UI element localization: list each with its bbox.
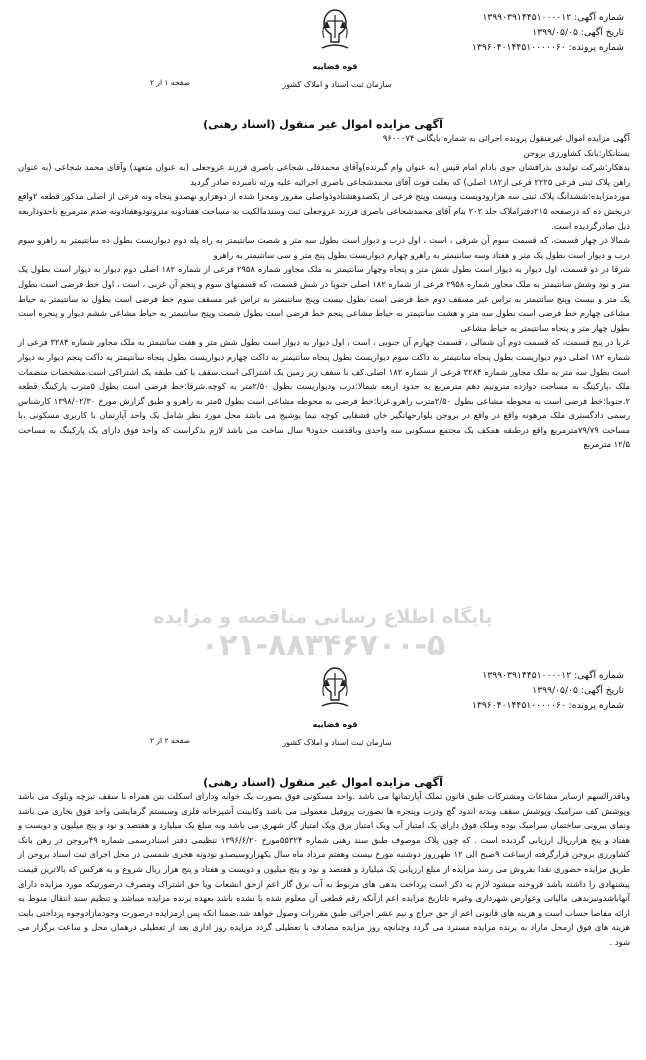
file-number: شماره پرونده: ۱۳۹۶۰۴۰۱۴۴۵۱۰۰۰۰۰۶۰ [471,42,624,53]
organization-name: قوه قضاییه [312,720,358,729]
notice-body [0,789,646,950]
notice-page-2 [0,658,646,950]
paragraph-east-south: شرقا در دو قسمت، اول دیوار به دیوار است بطول شش متر و پنجاه وچهار سانتیمتر به ملک مجاور شماره ۲۹۵۸ فرعی از شماره ۱۸۲ اصلی دوم دیوار به دیوار است بطول یک متر و نود وشش سانتیمتر به ملک مجاور شماره ۲۹۵۸ فرعی از شماره ۱۸۲ اصلی جنوبا در شش قسمت، که قسمتهای سوم و پنجم آن غربی ، است ، اول خط فرضی است بطول یک متر و بیست وپنج سانتیمتر به تراس غیر مسقف دوم خط فرضی است بطول بیست وپنج سانتیمتر به تراس غیر مسقف سوم خط فرضی است بطول نه سانتیمتر به حیاط مشاعی چهارم خط فرضی است بطول سه متر و هشت سانتیمتر به حیاط مشاعی پنجم خط فرضی است بطول شصت وپنج سانتیمتر به حیاط مشاعی ششم دیوار و پنجره است بطول چهار متر و پنجاه سانتیمتر به حیاط مشاعی [18,264,630,333]
paragraph-file: آگهی مزایده اموال غیرمنقول پرونده اجرائی به شماره بایگانی ۹۶۰۰۰۷۴ [382,133,630,143]
organization-subtitle: سازمان ثبت اسناد و املاک کشور [282,738,392,747]
judiciary-emblem-icon [318,666,352,710]
notice-number: شماره آگهی: ۱۳۹۹۰۳۹۱۴۴۵۱۰۰۰۰۱۲ [482,12,624,23]
notice-title: آگهی مزایده اموال غیر منقول (اسناد رهنی) [203,118,443,131]
notice-page-1 [0,0,646,452]
notice-meta [472,10,624,55]
paragraph-debtor: بدهکار:شرکت تولیدی بذرافشان جوی بادام امام قیس (به عنوان وام گیرنده)وآقای محمدقلی شجاعی باصری فرزند عروجعلی (به عنوان متعهد) وآقای محمد شجاعی (به عنوان راهن پلاک ثبتی فرعی ۲۲۲۵ فرعی از۱۸۲ اصلی) که بعلت فوت آقای محمدشجاعی باصری اجرائیه علیه ورثه نامبرده صادر گردید [18,162,630,187]
page-number: صفحه ۲ از ۲ [150,736,190,745]
notice-number: شماره آگهی: ۱۳۹۹۰۳۹۱۴۴۵۱۰۰۰۰۱۲ [482,670,624,681]
paragraph-continuation: وباقدرالسهم ازسایر مشاعات ومشترکات طبق قانون تملک آپارتمانها می باشد .واحد مسکونی فوق بصورت یک خوابه ودارای اسکلت بتن همراه با سقف تیرچه وبلوک می باشد وپوشش کف سرامیک وپوشش سقف وبدنه اندود گچ ودرب وپنجره ها بصورت پروفیل معمولی می باشد وکابینت آشپزخانه فلزی وسیستم گرمایشی واحد فوق بخاری می باشد ونمای بیرونی ساختمان سرامیک بوده وملک فوق دارای یک امتیاز آب ویک امتیاز برق ویک امتیاز گاز شهری می باشد وبه مبلغ یک میلیارد و هفتصد و نود و پنج میلیون و دویست و هفتاد و پنج هزارریال ارزیابی گردیده است . که چون پلاک موصوف طبق سند رهنی شماره ۵۵۳۲۴مورخ ۱۳۹۶/۶/۲۰ تنظیمی دفتر اسنادرسمی شماره ۴۹بروجن در رهن بانک کشاورزی بروجن قرارگرفته ازساعت ۹صبح الی ۱۲ ظهرروز دوشنبه مورخ بیست وهفتم مرداد ماه سال یکهزاروسیصدو نودونه هجری شمسی در محل اجرای ثبت اسناد بروجن از طریق مزایده حضوری نقدا بفروش می رسد مزایده از مبلغ ارزیابی یک میلیارد و هفتصد و نود و پنج میلیون و دویست و هفتاد و پنج هزار ریال شروع و به هرکس که بالاترین قیمت پیشنهادی را داشته باشد فروخته میشود لازم به ذکر است پرداخت بدهی های مربوط به آب برق گاز اعم ازحق انشعاب ویا حق اشتراک ومصرف درصورتیکه مورد مزایده دارای آنهاباشدونیزبدهی مالیاتی وعوارض شهرداری وغیره تاتاریخ مزایده اعم ازآنکه رقم قطعی آن معلوم شده یا نشده باشد بعهده برنده مزایده میباشد و تنظیم سند انتقال منوط به ارائه مفاصا حساب است و هزینه های قانونی اعم از حق حراج و نیم عشر اجرائی طبق مقررات وصول خواهد شد.ضمنا انکه پس ازمزایده درصورت وجودمازادوجوه پرداختی بابت هزینه های فوق ازمحل مازاد به برنده مزایده مسترد می گردد وچنانچه روز مزایده مصادف با تعطیلی گردد مزایده روز اداری بعد از تعطیلی درهمان محل و ساعت برگزار می شود . [18,791,630,947]
judiciary-emblem-icon [318,8,352,52]
organization-name: قوه قضاییه [312,62,358,71]
organization-subtitle: سازمان ثبت اسناد و املاک کشور [282,80,392,89]
notice-meta [472,668,624,713]
watermark-phone: ۰۲۱-۸۸۳۴۶۷۰۰-۵ [200,628,446,663]
notice-header [0,658,646,776]
notice-body [0,131,646,452]
notice-title: آگهی مزایده اموال غیر منقول (اسناد رهنی) [203,776,443,789]
notice-date: تاریخ آگهی: ۱۳۹۹/۰۵/۰۵ [532,685,624,696]
watermark-text: پایگاه اطلاع رسانی مناقصه و مزایده [153,606,493,628]
paragraph-creditor: بستانکار:بانک کشاورزی بروجن [523,147,630,158]
paragraph-subject: موردمزایده:ششدانگ پلاک ثبتی سه هزارودویست وبیست وپنج فرعی از یکصدوهشتادودواصلی مفروز ومجزا شده از دوهزارو نهصدو پنجاه ونه فرعی از اصلی مذکور قطعه ۲واقع دربخش ده که درصفحه ۲۱۵دفتراملاک جلد ۲۰۲ بنام آقای محمدشجاعی باصری فرزند عروجعلی ثبت وسندمالکیت به مساحت هفتادونه مترونودوهفتادونه صدم مترمربع باحدوداربعه ذیل صادرگردیده است. [18,191,631,231]
file-number: شماره پرونده: ۱۳۹۶۰۴۰۱۴۴۵۱۰۰۰۰۰۶۰ [471,700,624,711]
page-number: صفحه ۱ از ۲ [150,78,190,87]
paragraph-west: غربا در پنج قسمت، که قسمت دوم آن شمالی ، قسمت چهارم آن جنوبی ، است ، اول دیوار به دیوار است بطول شش متر و هفت سانتیمتر به ملک مجاور شماره ۳۲۸۴ فرعی از شماره ۱۸۲ اصلی دوم دیواریست بطول پنجاه سانتیمتر به داکت سوم دیواریست بطول پنجاه سانتیمتر به داکت چهارم دیواریست بطول پنجاه سانتیمتر به داکت پنجم دیوار به دیوار است بطول سه متر به ملک مجاور شماره ۳۲۸۴ فرعی از شماره ۱۸۲ اصلی.کف با سقف زیر زمین یک اشتراکی است.سقف با کف طبقه یک اشتراکی است.مشخصات منضمات ملک ،پارکینگ به مساحت دوازده مترونیم دهم مترمربع به حدود اربعه شمالا:درب ودیواریست بطول ۲/۵۰متر به کوچه.شرقا:خط فرضی است بطول ۵مترب پارکینگ قطعه ۲.جنوبا:خط فرضی است به محوطه مشاعی بطول ۲/۵۰مترب راهرو.غربا:خط فرضی به محوطه مشاعی است بطول ۵متر به راهرو و طبق گزارش مورخ ۱۳۹۸/۰۲/۳۰ کارشناس رسمی دادگستری ملک مرهونه واقع در واقع در بروجن بلوارجهانگیر خان قشقایی کوچه نیما یوشیج می باشد محل مورد نظر شامل یک واحد آپارتمان با کاربری مسکونی ،با مساحت ۷۹/۷۹مترمربع واقع درطبقه همکف یک مجتمع مسکونی سه واحدی وباقدمت حدود۹ سال ساخت می باشد لازم بذکراست که واحد فوق دارای یک پارکینگ به مساحت ۱۲/۵ مترمربع [18,337,630,450]
notice-header [0,0,646,118]
paragraph-north: شمالا در چهار قسمت، که قسمت سوم آن شرقی ، است ، اول درب و دیوار است بطول سه متر و شصت سانتیمتر به راه پله دوم دیواریست بطول ده سانتیمتر به راهرو سوم درب و دیوار است بطول یک متر و هفتاد وسه سانتیمتر به راهرو چهارم دیواریست بطول پنج متر و سی سانتیمتر به راهرو [18,235,630,260]
notice-date: تاریخ آگهی: ۱۳۹۹/۰۵/۰۵ [532,27,624,38]
